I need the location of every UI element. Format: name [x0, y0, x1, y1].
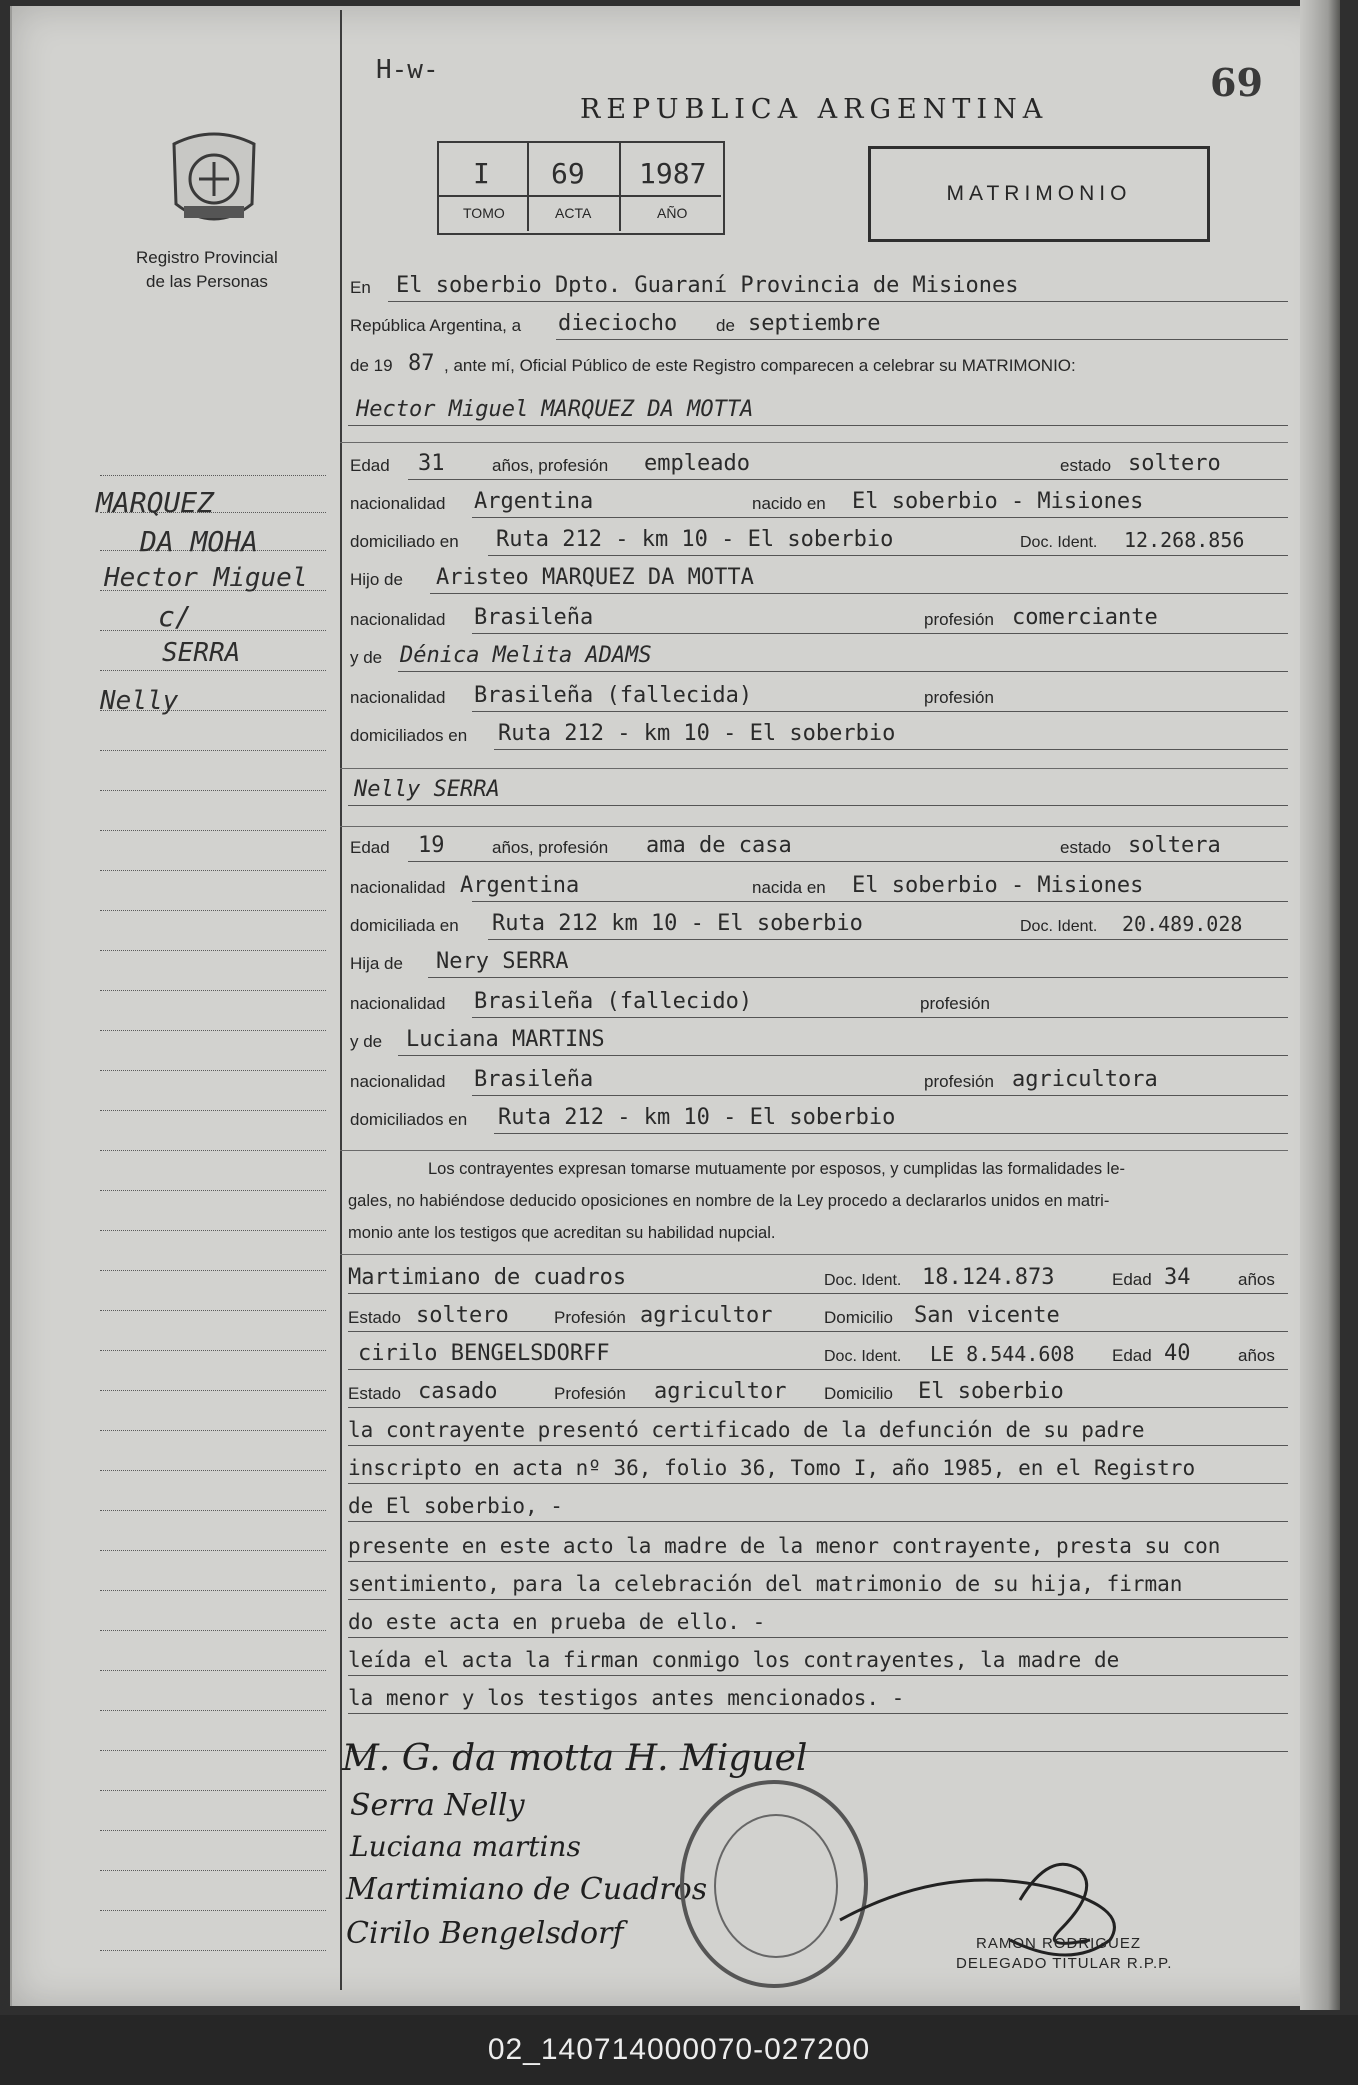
page-number: 69 [1210, 60, 1263, 105]
groom-nacionalidad: Argentina [474, 489, 594, 514]
bride-nacionalidad: Argentina [460, 873, 580, 898]
intro-place-row: En El soberbio Dpto. Guaraní Provincia de Misiones [348, 270, 1288, 308]
declaration-line3: monio ante los testigos que acreditan su habilidad nupcial. [348, 1224, 776, 1242]
groom-doc: 12.268.856 [1124, 528, 1245, 552]
tomo-value: I [473, 157, 490, 190]
groom-dom-row: domiciliado en Ruta 212 - km 10 - El soberbio Doc. Ident. 12.268.856 [348, 524, 1288, 562]
intro-place: El soberbio Dpto. Guaraní Provincia de Misiones [396, 273, 1019, 298]
witness2-estado: casado [418, 1379, 498, 1404]
groom-estado: soltero [1128, 451, 1221, 476]
country-heading: REPUBLICA ARGENTINA [580, 94, 1049, 125]
witness1-name: Martimiano de cuadros [348, 1265, 627, 1290]
bride-estado: soltera [1128, 833, 1221, 858]
witness1-domicilio: San vicente [914, 1303, 1060, 1328]
book-binding [1300, 0, 1340, 2010]
note-line: la contrayente presentó certificado de la defunción de su padre [348, 1414, 1288, 1452]
signature-witness2: Cirilo Bengelsdorf [346, 1916, 624, 1951]
image-caption: 02_140714000070-027200 [0, 2015, 1358, 2085]
bride-edad: 19 [418, 833, 445, 858]
groom-padre-nacionalidad: Brasileña [474, 605, 594, 630]
witness1-row: Martimiano de cuadros Doc. Ident. 18.124.873 Edad 34 años [348, 1262, 1288, 1300]
groom-nac-row: nacionalidad Argentina nacido en El soberbio - Misiones [348, 486, 1288, 524]
bride-madre-profesion: agricultora [1012, 1067, 1158, 1092]
margin-conjunction: c/ [158, 600, 192, 633]
witness2-edad: 40 [1164, 1341, 1191, 1366]
groom-madre: Dénica Melita ADAMS [400, 643, 652, 668]
intro-year-row: de 19 87 , ante mí, Oficial Público de este Registro comparecen a celebrar su MATRIMONIO: [350, 351, 1076, 376]
witness2-doc: LE 8.544.608 [930, 1342, 1075, 1366]
bride-doc: 20.489.028 [1122, 912, 1243, 936]
groom-name-row [348, 394, 1288, 432]
witness2-name: cirilo BENGELSDORFF [358, 1341, 610, 1366]
handwritten-top-note: H-w- [376, 55, 439, 85]
note-line: sentimiento, para la celebración del matrimonio de su hija, firman [348, 1568, 1288, 1606]
witness2-row: cirilo BENGELSDORFF Doc. Ident. LE 8.544.608 Edad 40 años [348, 1338, 1288, 1376]
bride-madre-nacionalidad: Brasileña [474, 1067, 594, 1092]
note-line: do este acta en prueba de ello. - [348, 1606, 1288, 1644]
groom-profesion: empleado [644, 451, 750, 476]
declaration-line2: gales, no habiéndose deducido oposiciones en nombre de la Ley procedo a declararlos unidos en matri- [348, 1192, 1110, 1210]
intro-day: dieciocho [558, 311, 678, 336]
provincial-seal-icon [164, 124, 264, 234]
bride-profesion: ama de casa [646, 833, 792, 858]
bride-dom-row: domiciliada en Ruta 212 km 10 - El soberbio Doc. Ident. 20.489.028 [348, 908, 1288, 946]
bride-madre-row: y de Luciana MARTINS [348, 1024, 1288, 1062]
bride-madre: Luciana MARTINS [406, 1027, 605, 1052]
note-line: presente en este acto la madre de la menor contrayente, presta su con [348, 1530, 1288, 1568]
note-line: de El soberbio, - [348, 1490, 1288, 1528]
bride-edad-row: Edad 19 años, profesión ama de casa estado soltera [348, 830, 1288, 868]
registry-name-line1: Registro Provincial [136, 248, 278, 267]
signature-mother: Luciana martins [350, 1830, 581, 1863]
registry-name-line2: de las Personas [146, 272, 268, 291]
officer-title: DELEGADO TITULAR R.P.P. [956, 1955, 1173, 1972]
witness2-profesion: agricultor [654, 1379, 787, 1404]
bride-nac-row: nacionalidad Argentina nacida en El soberbio - Misiones [348, 870, 1288, 908]
witness1-estado: soltero [416, 1303, 509, 1328]
bride-padre: Nery SERRA [436, 949, 569, 974]
officer-name: RAMON RODRIGUEZ [976, 1935, 1141, 1952]
groom-nacido-en: El soberbio - Misiones [852, 489, 1144, 514]
groom-padre-nac-row: nacionalidad Brasileña profesión comerciante [348, 602, 1288, 640]
groom-edad-row: Edad 31 años, profesión empleado estado soltero [348, 448, 1288, 486]
witness1-detail-row: Estado soltero Profesión agricultor Domicilio San vicente [348, 1300, 1288, 1338]
bride-padre-nac-row: nacionalidad Brasileña (fallecido) profesión [348, 986, 1288, 1024]
margin-bride-name: Nelly [100, 686, 179, 716]
intro-year: 87 [408, 351, 435, 376]
bride-padres-domicilio: Ruta 212 - km 10 - El soberbio [498, 1105, 896, 1130]
declaration-line1: Los contrayentes expresan tomarse mutuamente por esposos, y cumplidas las formalidades le- [428, 1160, 1126, 1178]
bride-domicilio: Ruta 212 km 10 - El soberbio [492, 911, 863, 936]
bride-madre-nac-row: nacionalidad Brasileña profesión agricultora [348, 1064, 1288, 1102]
groom-madre-row: y de Dénica Melita ADAMS [348, 640, 1288, 678]
note-line: leída el acta la firman conmigo los contrayentes, la madre de [348, 1644, 1288, 1682]
groom-name: Hector Miguel MARQUEZ DA MOTTA [356, 397, 754, 422]
witness2-detail-row: Estado casado Profesión agricultor Domicilio El soberbio [348, 1376, 1288, 1414]
signature-bride: Serra Nelly [350, 1788, 525, 1823]
acta-label: ACTA [555, 205, 592, 221]
groom-domicilio: Ruta 212 - km 10 - El soberbio [496, 527, 894, 552]
groom-madre-nacionalidad: Brasileña (fallecida) [474, 683, 753, 708]
note-line: inscripto en acta nº 36, folio 36, Tomo I, año 1985, en el Registro [348, 1452, 1288, 1490]
groom-padres-domicilio: Ruta 212 - km 10 - El soberbio [498, 721, 896, 746]
bride-padre-nacionalidad: Brasileña (fallecido) [474, 989, 753, 1014]
bride-name-row [348, 774, 1288, 812]
groom-madre-nac-row: nacionalidad Brasileña (fallecida) profesión [348, 680, 1288, 718]
groom-padres-dom-row: domiciliados en Ruta 212 - km 10 - El soberbio [348, 718, 1288, 756]
bride-padres-dom-row: domiciliados en Ruta 212 - km 10 - El soberbio [348, 1102, 1288, 1140]
groom-edad: 31 [418, 451, 445, 476]
margin-bride-surname: SERRA [162, 638, 241, 668]
document-type-box [868, 146, 1210, 242]
tomo-acta-ano-box [437, 141, 725, 235]
intro-month: septiembre [748, 311, 881, 336]
bride-name: Nelly SERRA [354, 777, 500, 802]
witness1-profesion: agricultor [640, 1303, 773, 1328]
witness1-doc: 18.124.873 [922, 1265, 1055, 1290]
signature-groom: M. G. da motta H. Miguel [342, 1738, 808, 1779]
bride-padre-row: Hija de Nery SERRA [348, 946, 1288, 984]
ano-label: AÑO [657, 205, 688, 221]
acta-value: 69 [551, 157, 585, 190]
groom-padre: Aristeo MARQUEZ DA MOTTA [436, 565, 754, 590]
groom-padre-profesion: comerciante [1012, 605, 1158, 630]
margin-surname-1: MARQUEZ [96, 486, 215, 519]
column-divider [340, 10, 342, 1990]
intro-date-row: República Argentina, a dieciocho de septiembre [348, 308, 1288, 346]
document-type-label: MATRIMONIO [946, 182, 1132, 205]
witness1-edad: 34 [1164, 1265, 1191, 1290]
note-line: la menor y los testigos antes mencionados. - [348, 1682, 1288, 1720]
groom-padre-row: Hijo de Aristeo MARQUEZ DA MOTTA [348, 562, 1288, 600]
signature-witness1: Martimiano de Cuadros [346, 1872, 708, 1907]
margin-surname-2: DA MOHA [140, 525, 259, 558]
ano-value: 1987 [639, 157, 707, 190]
margin-given-name: Hector Miguel [104, 563, 308, 593]
tomo-label: TOMO [463, 205, 505, 221]
witness2-domicilio: El soberbio [918, 1379, 1064, 1404]
bride-nacida-en: El soberbio - Misiones [852, 873, 1144, 898]
